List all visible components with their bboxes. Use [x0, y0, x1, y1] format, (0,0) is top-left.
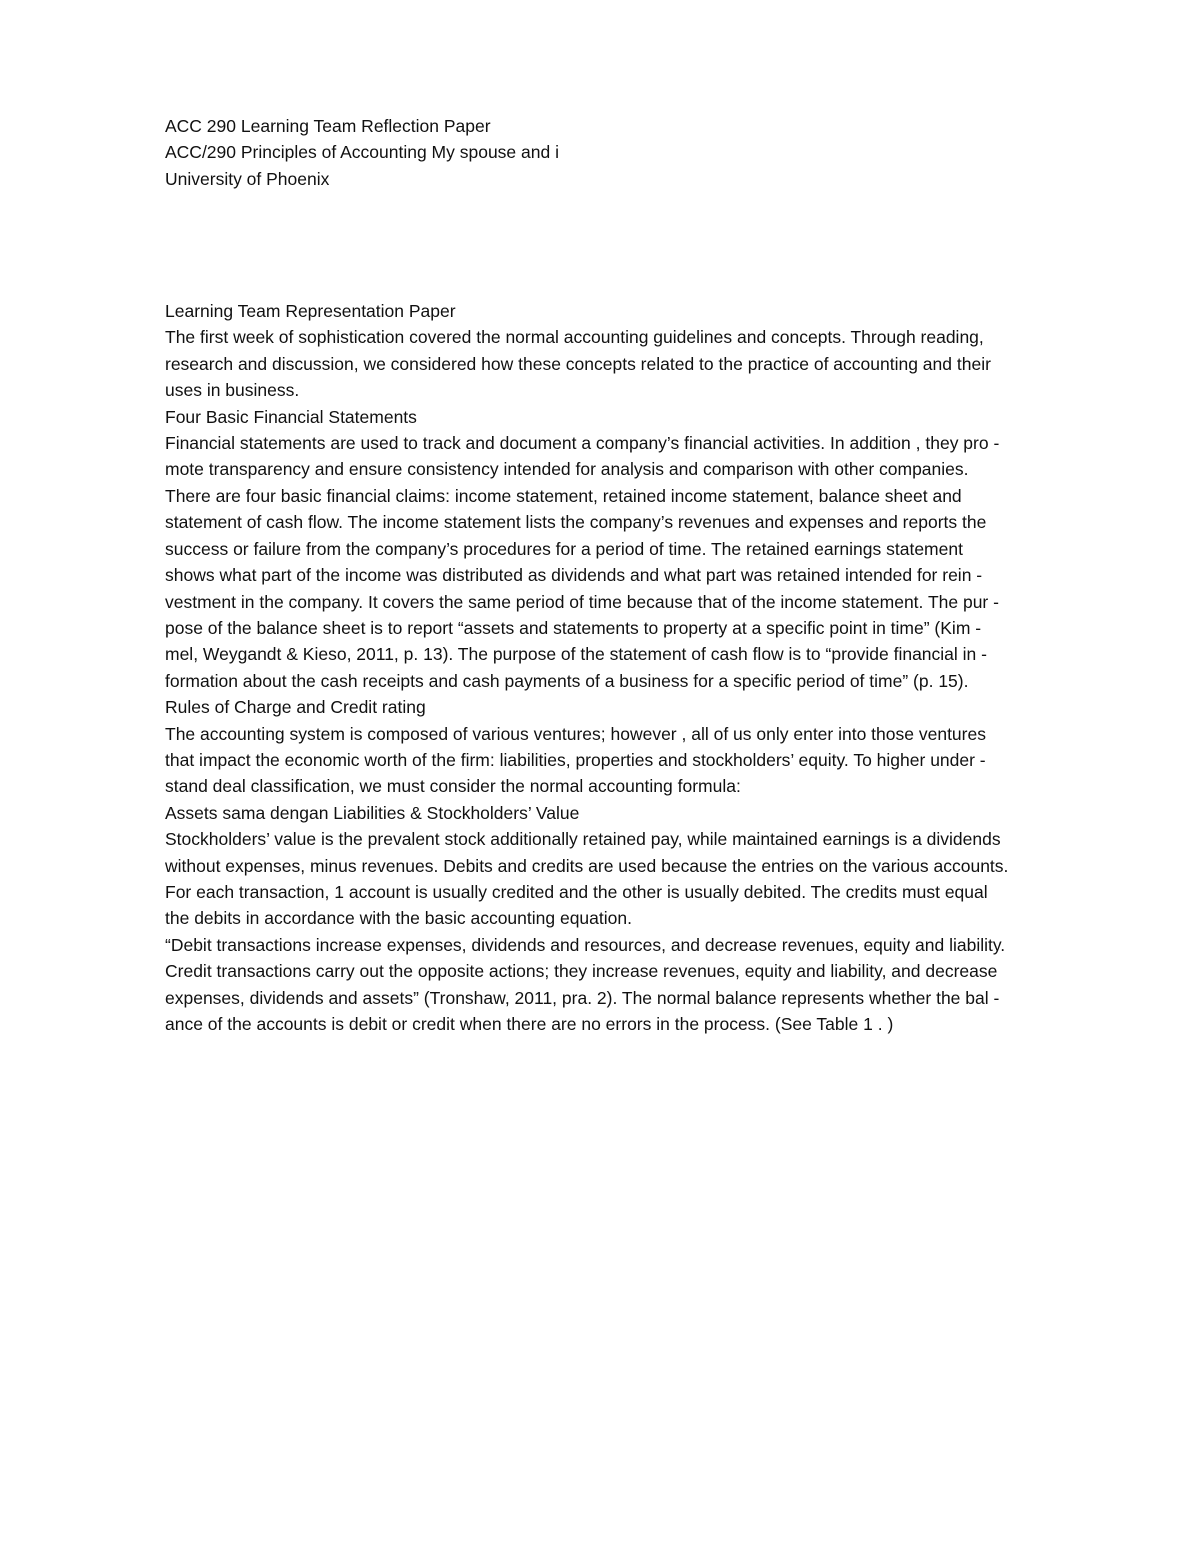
body-line: expenses, dividends and assets” (Tronshaw, 2011, pra. 2). The normal balance represents whether the bal -: [165, 988, 1000, 1008]
body-line: Stockholders’ value is the prevalent stock additionally retained pay, while maintained earnings is a dividends: [165, 829, 1001, 849]
equation-line: Assets sama dengan Liabilities & Stockholders’ Value: [165, 803, 580, 823]
body-line: The first week of sophistication covered the normal accounting guidelines and concepts. Through reading,: [165, 327, 984, 347]
body-line: vestment in the company. It covers the same period of time because that of the income statement. The pur -: [165, 592, 999, 612]
body-line: pose of the balance sheet is to report “assets and statements to property at a specific point in time” (Kim -: [165, 618, 982, 638]
subheading-financial-statements: Four Basic Financial Statements: [165, 407, 417, 427]
body-line: the debits in accordance with the basic accounting equation.: [165, 908, 632, 928]
body-line: The accounting system is composed of various ventures; however , all of us only enter into those ventures: [165, 724, 986, 744]
body-line: Financial statements are used to track and document a company’s financial activities. In addition , they pro -: [165, 433, 1000, 453]
body-line: mote transparency and ensure consistency intended for analysis and comparison with other companies.: [165, 459, 969, 479]
body-line: statement of cash flow. The income statement lists the company’s revenues and expenses and reports the: [165, 512, 987, 532]
body-line: that impact the economic worth of the firm: liabilities, properties and stockholders’ equity. To higher under -: [165, 750, 986, 770]
subheading-rules: Rules of Charge and Credit rating: [165, 697, 426, 717]
section-heading: Learning Team Representation Paper: [165, 301, 456, 321]
body-line: There are four basic financial claims: income statement, retained income statement, balance sheet and: [165, 486, 962, 506]
document-title: ACC 290 Learning Team Reflection Paper: [165, 116, 491, 136]
body-line: shows what part of the income was distributed as dividends and what part was retained intended for rein -: [165, 565, 983, 585]
body-line: success or failure from the company’s procedures for a period of time. The retained earnings statement: [165, 539, 963, 559]
body-line: research and discussion, we considered how these concepts related to the practice of accounting and their: [165, 354, 991, 374]
body-line: For each transaction, 1 account is usually credited and the other is usually debited. The credits must equal: [165, 882, 988, 902]
body-line: uses in business.: [165, 380, 300, 400]
body-line: “Debit transactions increase expenses, dividends and resources, and decrease revenues, equity and liability.: [165, 935, 1006, 955]
body-line: without expenses, minus revenues. Debits and credits are used because the entries on the various accounts.: [165, 856, 1009, 876]
course-line: ACC/290 Principles of Accounting My spouse and i: [165, 142, 559, 162]
body-line: Credit transactions carry out the opposite actions; they increase revenues, equity and liability, and decrease: [165, 961, 998, 981]
institution-line: University of Phoenix: [165, 169, 330, 189]
body-line: stand deal classification, we must consider the normal accounting formula:: [165, 776, 741, 796]
body-line: mel, Weygandt & Kieso, 2011, p. 13). The purpose of the statement of cash flow is to “provide financial in -: [165, 644, 987, 664]
body-line: ance of the accounts is debit or credit when there are no errors in the process. (See Table 1 . ): [165, 1014, 894, 1034]
body-line: formation about the cash receipts and cash payments of a business for a specific period of time” (p. 15).: [165, 671, 969, 691]
